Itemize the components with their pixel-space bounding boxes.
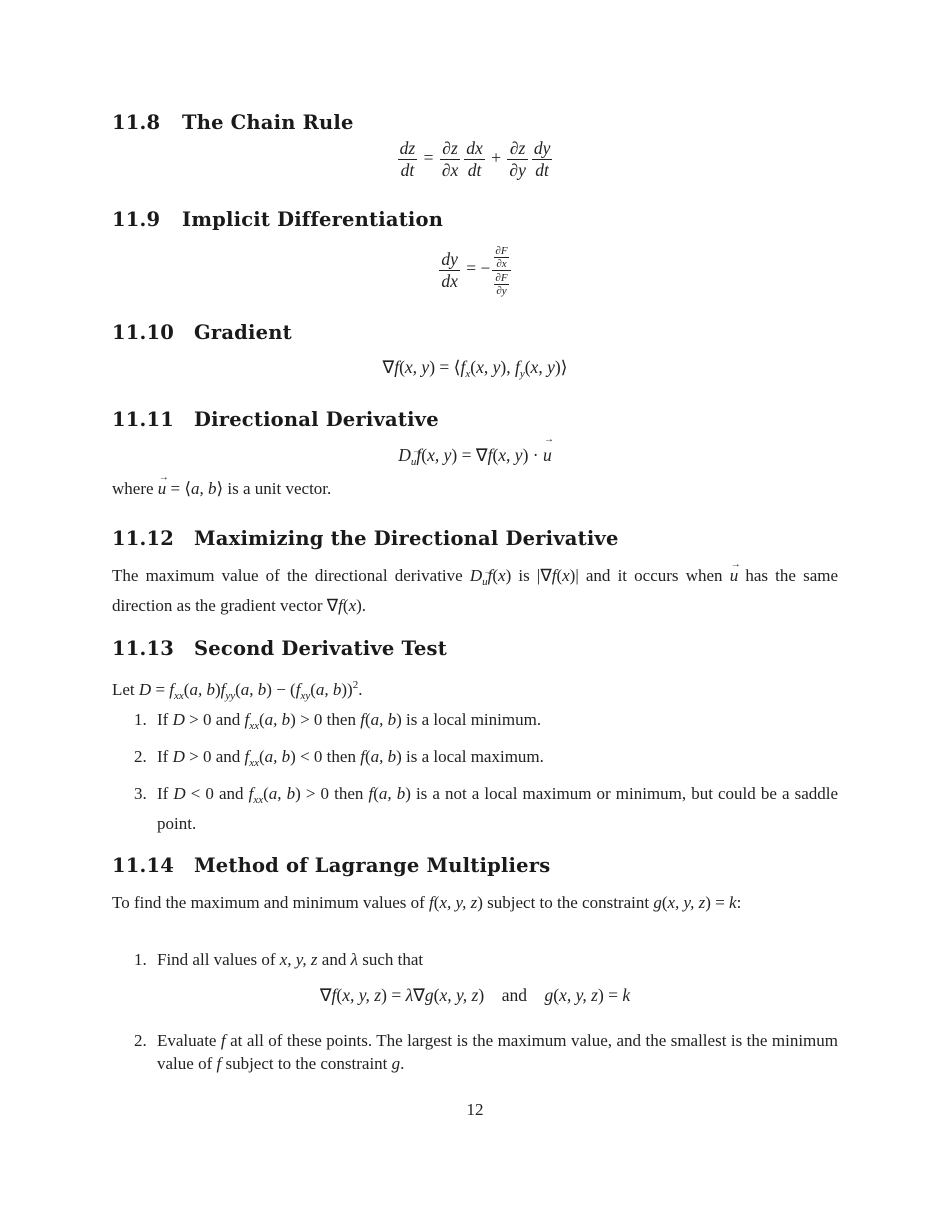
lagrange-equation: ∇f(x, y, z) = λ∇g(x, y, z) and g(x, y, z) = k — [319, 985, 631, 1005]
text-part: subject to the constraint — [487, 893, 650, 912]
page-number: 12 — [466, 1100, 484, 1119]
section-title: Method of Lagrange Multipliers — [194, 854, 551, 877]
text-part: The maximum value of the directional derivative — [112, 566, 463, 585]
section-number: 11.13 — [112, 637, 175, 660]
section-title: Directional Derivative — [194, 408, 439, 431]
let-label: Let — [112, 680, 135, 699]
list-index: 2. — [134, 747, 147, 766]
text-part: and — [215, 747, 241, 766]
text-part: such that — [362, 950, 424, 969]
text-part: is — [518, 566, 530, 585]
lagrange-intro-paragraph: To find the maximum and minimum values of f(x, y, z) subject to the constraint g(x, y, z) = k: — [112, 893, 742, 912]
section-number: 11.10 — [112, 321, 175, 344]
section-heading-11-14 — [112, 854, 550, 877]
unit-vector-note: where u → = ⟨a, b⟩ is a unit vector. — [112, 477, 838, 500]
section-heading-11-11 — [112, 408, 439, 431]
where-label: where — [112, 479, 154, 498]
section-heading-11-9 — [112, 208, 443, 231]
text-part: If — [157, 747, 169, 766]
discriminant-definition: Let $D = f_{xx}(a$, $b)f_{yy}(a$, $b) - (f_{xy}(a$, b))$^2$. — [112, 679, 363, 702]
text-part: If — [157, 710, 169, 729]
text-part: then — [326, 747, 356, 766]
section-number: 11.8 — [112, 111, 161, 134]
unit-vector-label: is a unit vector. — [227, 479, 332, 498]
and-label: and — [501, 985, 527, 1005]
text-part: is a local minimum. — [406, 710, 542, 729]
max-directional-paragraph: The maximum value of the directional derivative $D_u \to f(x)$ is |∇f(x)| and it occurs when u → has the same direction as the gradient vector ∇f(x). — [112, 564, 838, 617]
section-heading-11-10 — [112, 321, 292, 344]
gradient-equation: ∇f(x, $y) = ⟨f_x(x$, y), $f_y(x$, y)⟩ — [382, 357, 568, 380]
implicit-diff-equation: $\frac{dy}{dx}$ = − $\frac{\frac{\partial F}{\partial x}}{\frac{\partial F}{\partial y}}$ — [112, 243, 838, 297]
list-index: 1. — [134, 710, 147, 729]
section-number: 11.9 — [112, 208, 161, 231]
section-title: Implicit Differentiation — [182, 208, 444, 231]
text-part: and — [215, 710, 241, 729]
list-index: 2. — [134, 1031, 147, 1050]
text-part: at all of these points. The largest is the maximum value, and the smallest is the minimum value of — [157, 1031, 838, 1073]
text-part: If — [157, 784, 169, 803]
text-part: To find the maximum and minimum values of — [112, 893, 425, 912]
section-title: Second Derivative Test — [194, 637, 447, 660]
section-title: Maximizing the Directional Derivative — [194, 527, 619, 550]
section-title: The Chain Rule — [182, 111, 354, 134]
text-part: Find all values of — [157, 950, 276, 969]
text-part: is a local maximum. — [406, 747, 544, 766]
section-number: 11.12 — [112, 527, 175, 550]
text-part: is a not a local maximum or minimum, but could be a saddle point. — [157, 784, 839, 833]
text-part: has the same direction as the gradient vector — [112, 566, 839, 615]
text-part: and — [321, 950, 347, 969]
text-part: then — [334, 784, 364, 803]
directional-derivative-equation: $D_u \to f(x$, y) = ∇f(x, y) · u → — [112, 445, 838, 468]
section-heading-11-12 — [112, 527, 619, 550]
section-heading-11-8 — [112, 111, 354, 134]
text-part: then — [326, 710, 356, 729]
text-part: and — [219, 784, 244, 803]
text-part: subject to the constraint — [225, 1054, 388, 1073]
list-index: 3. — [134, 784, 147, 803]
section-heading-11-13 — [112, 637, 447, 660]
section-number: 11.14 — [112, 854, 175, 877]
section-number: 11.11 — [112, 408, 175, 431]
chain-rule-equation: $\frac{dz}{dt}$ = $\frac{\partial z}{\partial x}$ $\frac{dx}{dt}$ + $\frac{\partial z}{\partial y}$ $\frac{dy}{dt}$ — [399, 138, 551, 180]
text-part: and it occurs when — [585, 566, 723, 585]
text-part: Evaluate — [157, 1031, 217, 1050]
list-index: 1. — [134, 950, 147, 969]
section-title: Gradient — [194, 321, 292, 344]
